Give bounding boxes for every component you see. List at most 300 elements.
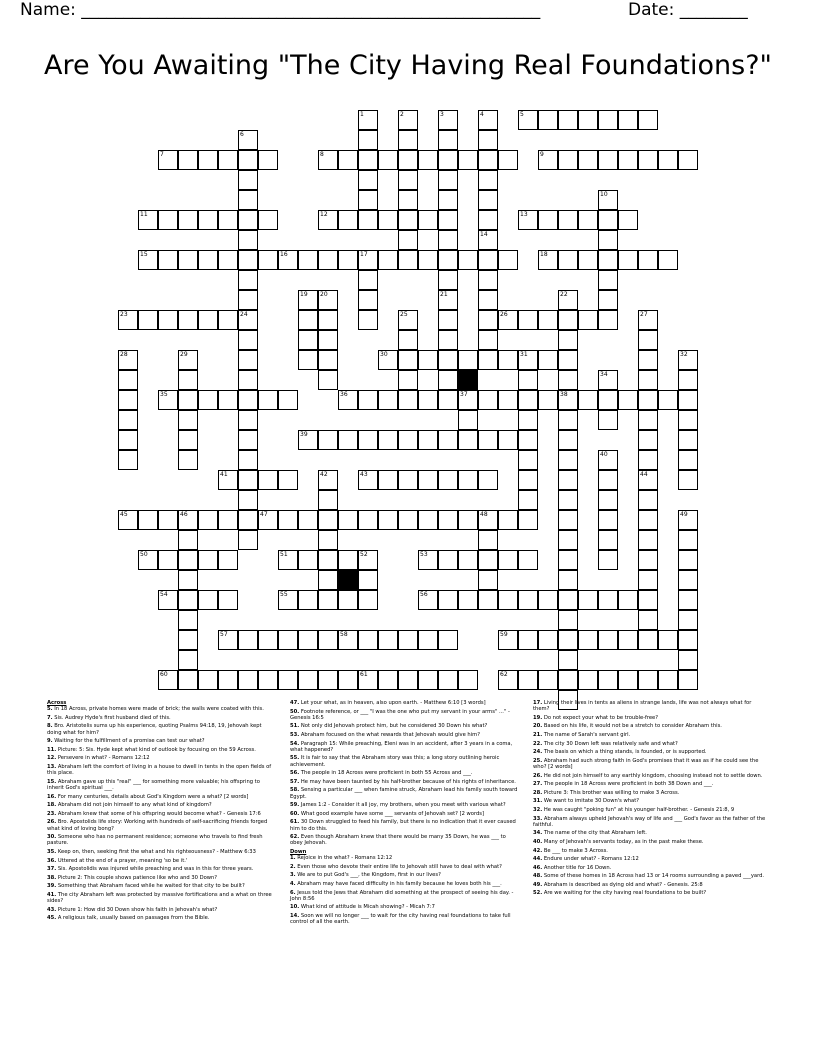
grid-cell[interactable] (378, 670, 398, 690)
grid-cell[interactable] (358, 390, 378, 410)
grid-cell[interactable] (598, 590, 618, 610)
grid-cell[interactable] (558, 570, 578, 590)
grid-cell[interactable] (158, 550, 178, 570)
grid-cell[interactable] (558, 590, 578, 610)
grid-cell[interactable] (638, 590, 658, 610)
grid-cell[interactable] (638, 310, 658, 330)
grid-cell[interactable] (618, 150, 638, 170)
grid-cell[interactable] (418, 430, 438, 450)
grid-cell[interactable] (498, 510, 518, 530)
grid-cell[interactable] (178, 570, 198, 590)
grid-cell[interactable] (598, 210, 618, 230)
grid-cell[interactable] (138, 550, 158, 570)
grid-cell[interactable] (678, 530, 698, 550)
date-line[interactable]: Date: ________ (628, 0, 748, 20)
grid-cell[interactable] (238, 370, 258, 390)
grid-cell[interactable] (518, 450, 538, 470)
grid-cell[interactable] (638, 250, 658, 270)
grid-cell[interactable] (558, 610, 578, 630)
grid-cell[interactable] (298, 550, 318, 570)
grid-cell[interactable] (358, 670, 378, 690)
grid-cell[interactable] (258, 670, 278, 690)
grid-cell[interactable] (378, 390, 398, 410)
grid-cell[interactable] (338, 150, 358, 170)
grid-cell[interactable] (278, 590, 298, 610)
grid-cell[interactable] (598, 150, 618, 170)
grid-cell[interactable] (118, 450, 138, 470)
grid-cell[interactable] (338, 670, 358, 690)
grid-cell[interactable] (338, 590, 358, 610)
grid-cell[interactable] (398, 170, 418, 190)
grid-cell[interactable] (498, 670, 518, 690)
grid-cell[interactable] (438, 310, 458, 330)
grid-cell[interactable] (318, 570, 338, 590)
grid-cell[interactable] (598, 630, 618, 650)
grid-cell[interactable] (658, 630, 678, 650)
grid-cell[interactable] (358, 470, 378, 490)
grid-cell[interactable] (418, 510, 438, 530)
grid-cell[interactable] (218, 550, 238, 570)
grid-cell[interactable] (478, 530, 498, 550)
grid-cell[interactable] (518, 350, 538, 370)
grid-cell[interactable] (538, 350, 558, 370)
grid-cell[interactable] (458, 250, 478, 270)
grid-cell[interactable] (238, 250, 258, 270)
grid-cell[interactable] (418, 150, 438, 170)
grid-cell[interactable] (518, 310, 538, 330)
grid-cell[interactable] (498, 350, 518, 370)
grid-cell[interactable] (298, 510, 318, 530)
grid-cell[interactable] (238, 290, 258, 310)
grid-cell[interactable] (138, 250, 158, 270)
grid-cell[interactable] (678, 510, 698, 530)
grid-cell[interactable] (538, 630, 558, 650)
grid-cell[interactable] (618, 630, 638, 650)
grid-cell[interactable] (238, 350, 258, 370)
grid-cell[interactable] (218, 630, 238, 650)
grid-cell[interactable] (438, 670, 458, 690)
grid-cell[interactable] (238, 390, 258, 410)
grid-cell[interactable] (678, 410, 698, 430)
grid-cell[interactable] (498, 250, 518, 270)
grid-cell[interactable] (238, 130, 258, 150)
grid-cell[interactable] (598, 270, 618, 290)
grid-cell[interactable] (618, 390, 638, 410)
grid-cell[interactable] (638, 110, 658, 130)
grid-cell[interactable] (518, 590, 538, 610)
grid-cell[interactable] (438, 390, 458, 410)
grid-cell[interactable] (218, 150, 238, 170)
grid-cell[interactable] (678, 150, 698, 170)
grid-cell[interactable] (598, 390, 618, 410)
grid-cell[interactable] (218, 250, 238, 270)
grid-cell[interactable] (178, 650, 198, 670)
grid-cell[interactable] (478, 330, 498, 350)
grid-cell[interactable] (578, 110, 598, 130)
grid-cell[interactable] (318, 150, 338, 170)
grid-cell[interactable] (558, 110, 578, 130)
grid-cell[interactable] (458, 590, 478, 610)
grid-cell[interactable] (638, 550, 658, 570)
grid-cell[interactable] (398, 310, 418, 330)
grid-cell[interactable] (158, 590, 178, 610)
grid-cell[interactable] (258, 210, 278, 230)
grid-cell[interactable] (398, 230, 418, 250)
grid-cell[interactable] (518, 110, 538, 130)
grid-cell[interactable] (258, 250, 278, 270)
grid-cell[interactable] (538, 390, 558, 410)
grid-cell[interactable] (478, 150, 498, 170)
grid-cell[interactable] (678, 670, 698, 690)
grid-cell[interactable] (618, 210, 638, 230)
grid-cell[interactable] (558, 510, 578, 530)
grid-cell[interactable] (398, 510, 418, 530)
grid-cell[interactable] (598, 470, 618, 490)
grid-cell[interactable] (438, 510, 458, 530)
grid-cell[interactable] (438, 330, 458, 350)
grid-cell[interactable] (238, 330, 258, 350)
grid-cell[interactable] (318, 430, 338, 450)
grid-cell[interactable] (438, 590, 458, 610)
grid-cell[interactable] (238, 530, 258, 550)
grid-cell[interactable] (338, 630, 358, 650)
grid-cell[interactable] (558, 410, 578, 430)
grid-cell[interactable] (538, 670, 558, 690)
grid-cell[interactable] (238, 170, 258, 190)
grid-cell[interactable] (398, 630, 418, 650)
grid-cell[interactable] (458, 470, 478, 490)
grid-cell[interactable] (498, 390, 518, 410)
grid-cell[interactable] (358, 110, 378, 130)
name-line[interactable]: Name: ______________________________________________________ (20, 0, 541, 20)
grid-cell[interactable] (418, 210, 438, 230)
grid-cell[interactable] (178, 590, 198, 610)
grid-cell[interactable] (278, 670, 298, 690)
grid-cell[interactable] (438, 210, 458, 230)
grid-cell[interactable] (518, 390, 538, 410)
grid-cell[interactable] (398, 190, 418, 210)
grid-cell[interactable] (598, 510, 618, 530)
grid-cell[interactable] (318, 550, 338, 570)
grid-cell[interactable] (518, 370, 538, 390)
grid-cell[interactable] (218, 310, 238, 330)
grid-cell[interactable] (478, 230, 498, 250)
grid-cell[interactable] (558, 390, 578, 410)
grid-cell[interactable] (258, 150, 278, 170)
grid-cell[interactable] (518, 210, 538, 230)
grid-cell[interactable] (278, 510, 298, 530)
grid-cell[interactable] (118, 350, 138, 370)
grid-cell[interactable] (118, 390, 138, 410)
grid-cell[interactable] (158, 670, 178, 690)
grid-cell[interactable] (178, 210, 198, 230)
grid-cell[interactable] (338, 430, 358, 450)
grid-cell[interactable] (518, 550, 538, 570)
grid-cell[interactable] (618, 670, 638, 690)
grid-cell[interactable] (558, 550, 578, 570)
grid-cell[interactable] (558, 630, 578, 650)
grid-cell[interactable] (318, 370, 338, 390)
grid-cell[interactable] (578, 150, 598, 170)
grid-cell[interactable] (638, 510, 658, 530)
grid-cell[interactable] (438, 230, 458, 250)
grid-cell[interactable] (218, 210, 238, 230)
grid-cell[interactable] (638, 430, 658, 450)
grid-cell[interactable] (178, 410, 198, 430)
grid-cell[interactable] (578, 250, 598, 270)
grid-cell[interactable] (318, 250, 338, 270)
grid-cell[interactable] (498, 430, 518, 450)
grid-cell[interactable] (238, 490, 258, 510)
grid-cell[interactable] (178, 430, 198, 450)
grid-cell[interactable] (258, 510, 278, 530)
grid-cell[interactable] (638, 670, 658, 690)
grid-cell[interactable] (238, 670, 258, 690)
grid-cell[interactable] (378, 470, 398, 490)
grid-cell[interactable] (498, 150, 518, 170)
grid-cell[interactable] (678, 430, 698, 450)
grid-cell[interactable] (618, 110, 638, 130)
grid-cell[interactable] (318, 470, 338, 490)
grid-cell[interactable] (378, 510, 398, 530)
grid-cell[interactable] (118, 430, 138, 450)
grid-cell[interactable] (298, 630, 318, 650)
grid-cell[interactable] (438, 190, 458, 210)
grid-cell[interactable] (298, 290, 318, 310)
grid-cell[interactable] (198, 390, 218, 410)
grid-cell[interactable] (318, 630, 338, 650)
grid-cell[interactable] (238, 310, 258, 330)
grid-cell[interactable] (298, 430, 318, 450)
grid-cell[interactable] (558, 350, 578, 370)
grid-cell[interactable] (418, 630, 438, 650)
grid-cell[interactable] (558, 250, 578, 270)
grid-cell[interactable] (558, 430, 578, 450)
grid-cell[interactable] (438, 470, 458, 490)
grid-cell[interactable] (438, 250, 458, 270)
grid-cell[interactable] (638, 490, 658, 510)
grid-cell[interactable] (558, 670, 578, 690)
grid-cell[interactable] (478, 570, 498, 590)
grid-cell[interactable] (438, 270, 458, 290)
grid-cell[interactable] (238, 270, 258, 290)
grid-cell[interactable] (598, 110, 618, 130)
grid-cell[interactable] (598, 230, 618, 250)
grid-cell[interactable] (178, 370, 198, 390)
grid-cell[interactable] (598, 550, 618, 570)
grid-cell[interactable] (358, 250, 378, 270)
grid-cell[interactable] (318, 290, 338, 310)
grid-cell[interactable] (398, 330, 418, 350)
grid-cell[interactable] (158, 310, 178, 330)
grid-cell[interactable] (678, 450, 698, 470)
grid-cell[interactable] (118, 510, 138, 530)
grid-cell[interactable] (158, 510, 178, 530)
grid-cell[interactable] (398, 390, 418, 410)
grid-cell[interactable] (358, 170, 378, 190)
grid-cell[interactable] (158, 210, 178, 230)
grid-cell[interactable] (198, 210, 218, 230)
grid-cell[interactable] (418, 470, 438, 490)
grid-cell[interactable] (278, 390, 298, 410)
grid-cell[interactable] (158, 250, 178, 270)
grid-cell[interactable] (278, 550, 298, 570)
grid-cell[interactable] (558, 290, 578, 310)
grid-cell[interactable] (118, 370, 138, 390)
grid-cell[interactable] (358, 310, 378, 330)
grid-cell[interactable] (298, 350, 318, 370)
grid-cell[interactable] (558, 370, 578, 390)
grid-cell[interactable] (578, 390, 598, 410)
grid-cell[interactable] (118, 410, 138, 430)
grid-cell[interactable] (638, 630, 658, 650)
grid-cell[interactable] (338, 510, 358, 530)
grid-cell[interactable] (658, 390, 678, 410)
grid-cell[interactable] (278, 250, 298, 270)
grid-cell[interactable] (598, 310, 618, 330)
grid-cell[interactable] (438, 350, 458, 370)
grid-cell[interactable] (538, 250, 558, 270)
grid-cell[interactable] (378, 210, 398, 230)
grid-cell[interactable] (658, 250, 678, 270)
grid-cell[interactable] (118, 310, 138, 330)
grid-cell[interactable] (478, 110, 498, 130)
grid-cell[interactable] (678, 650, 698, 670)
grid-cell[interactable] (198, 670, 218, 690)
grid-cell[interactable] (458, 430, 478, 450)
grid-cell[interactable] (638, 530, 658, 550)
grid-cell[interactable] (578, 310, 598, 330)
grid-cell[interactable] (518, 670, 538, 690)
grid-cell[interactable] (298, 590, 318, 610)
grid-cell[interactable] (598, 530, 618, 550)
grid-cell[interactable] (498, 590, 518, 610)
grid-cell[interactable] (158, 390, 178, 410)
grid-cell[interactable] (638, 330, 658, 350)
grid-cell[interactable] (398, 430, 418, 450)
grid-cell[interactable] (258, 470, 278, 490)
grid-cell[interactable] (198, 250, 218, 270)
grid-cell[interactable] (598, 490, 618, 510)
grid-cell[interactable] (538, 590, 558, 610)
grid-cell[interactable] (658, 670, 678, 690)
grid-cell[interactable] (198, 510, 218, 530)
grid-cell[interactable] (178, 150, 198, 170)
grid-cell[interactable] (678, 370, 698, 390)
grid-cell[interactable] (158, 150, 178, 170)
grid-cell[interactable] (358, 550, 378, 570)
grid-cell[interactable] (238, 150, 258, 170)
grid-cell[interactable] (638, 150, 658, 170)
grid-cell[interactable] (458, 390, 478, 410)
grid-cell[interactable] (478, 310, 498, 330)
grid-cell[interactable] (558, 310, 578, 330)
grid-cell[interactable] (238, 210, 258, 230)
grid-cell[interactable] (438, 550, 458, 570)
grid-cell[interactable] (438, 430, 458, 450)
grid-cell[interactable] (478, 590, 498, 610)
grid-cell[interactable] (558, 650, 578, 670)
grid-cell[interactable] (458, 670, 478, 690)
grid-cell[interactable] (178, 550, 198, 570)
grid-cell[interactable] (318, 210, 338, 230)
grid-cell[interactable] (358, 630, 378, 650)
grid-cell[interactable] (238, 430, 258, 450)
grid-cell[interactable] (458, 550, 478, 570)
grid-cell[interactable] (478, 130, 498, 150)
grid-cell[interactable] (478, 550, 498, 570)
grid-cell[interactable] (378, 250, 398, 270)
grid-cell[interactable] (318, 530, 338, 550)
grid-cell[interactable] (578, 630, 598, 650)
grid-cell[interactable] (638, 610, 658, 630)
grid-cell[interactable] (358, 270, 378, 290)
grid-cell[interactable] (418, 390, 438, 410)
grid-cell[interactable] (198, 310, 218, 330)
grid-cell[interactable] (338, 210, 358, 230)
grid-cell[interactable] (658, 150, 678, 170)
grid-cell[interactable] (178, 310, 198, 330)
grid-cell[interactable] (558, 490, 578, 510)
grid-cell[interactable] (358, 510, 378, 530)
grid-cell[interactable] (458, 150, 478, 170)
grid-cell[interactable] (358, 590, 378, 610)
grid-cell[interactable] (398, 250, 418, 270)
grid-cell[interactable] (378, 150, 398, 170)
grid-cell[interactable] (538, 150, 558, 170)
grid-cell[interactable] (438, 150, 458, 170)
grid-cell[interactable] (398, 130, 418, 150)
grid-cell[interactable] (318, 350, 338, 370)
grid-cell[interactable] (378, 350, 398, 370)
grid-cell[interactable] (198, 590, 218, 610)
grid-cell[interactable] (478, 190, 498, 210)
grid-cell[interactable] (478, 390, 498, 410)
grid-cell[interactable] (298, 330, 318, 350)
grid-cell[interactable] (318, 490, 338, 510)
grid-cell[interactable] (178, 510, 198, 530)
grid-cell[interactable] (378, 430, 398, 450)
grid-cell[interactable] (358, 290, 378, 310)
grid-cell[interactable] (518, 490, 538, 510)
grid-cell[interactable] (458, 510, 478, 530)
grid-cell[interactable] (278, 470, 298, 490)
grid-cell[interactable] (678, 630, 698, 650)
grid-cell[interactable] (318, 590, 338, 610)
grid-cell[interactable] (398, 470, 418, 490)
grid-cell[interactable] (478, 210, 498, 230)
grid-cell[interactable] (238, 190, 258, 210)
grid-cell[interactable] (178, 450, 198, 470)
grid-cell[interactable] (418, 250, 438, 270)
grid-cell[interactable] (558, 330, 578, 350)
grid-cell[interactable] (398, 210, 418, 230)
grid-cell[interactable] (218, 390, 238, 410)
grid-cell[interactable] (598, 670, 618, 690)
grid-cell[interactable] (178, 250, 198, 270)
grid-cell[interactable] (238, 510, 258, 530)
grid-cell[interactable] (198, 150, 218, 170)
grid-cell[interactable] (138, 210, 158, 230)
grid-cell[interactable] (438, 630, 458, 650)
grid-cell[interactable] (338, 250, 358, 270)
grid-cell[interactable] (338, 390, 358, 410)
grid-cell[interactable] (358, 430, 378, 450)
grid-cell[interactable] (498, 310, 518, 330)
grid-cell[interactable] (678, 570, 698, 590)
grid-cell[interactable] (358, 570, 378, 590)
grid-cell[interactable] (638, 570, 658, 590)
